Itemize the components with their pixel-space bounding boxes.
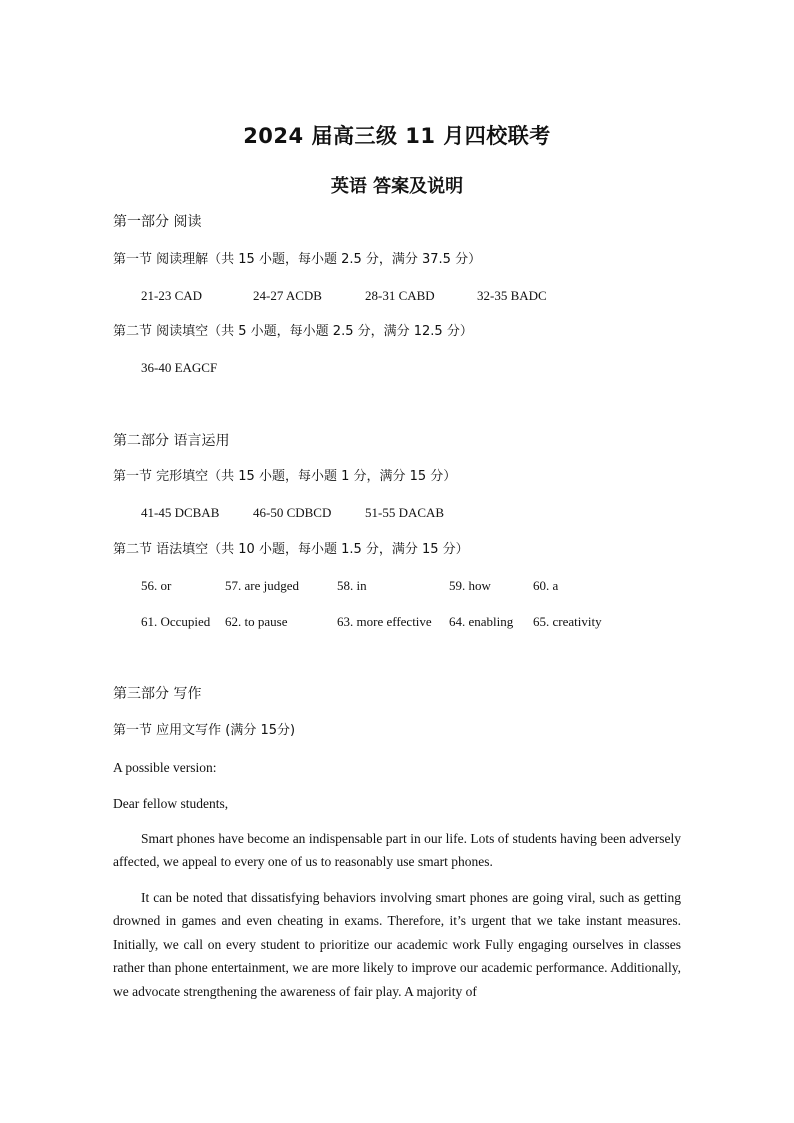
answer-60: 60. a — [533, 578, 559, 593]
answer-58: 58. in — [337, 578, 367, 593]
part1-sec1-heading: 第一节 阅读理解（共 15 小题，每小题 2.5 分，满分 37.5 分） — [113, 252, 482, 267]
part2-heading: 第二部分 语言运用 — [113, 433, 230, 449]
answer-51-55: 51-55 DACAB — [365, 505, 445, 520]
part3-sec1-heading: 第一节 应用文写作 (满分 15分) — [113, 723, 296, 738]
letter-paragraph-1: Smart phones have become an indispensable part in our life. Lots of students having been adversely affected, we appeal to every one of us to reasonably use smart phones. — [113, 831, 681, 870]
answer-61: 61. Occupied — [141, 614, 211, 629]
answer-21-23: 21-23 CAD — [141, 288, 203, 303]
possible-version-label: A possible version: — [113, 760, 217, 775]
answer-28-31: 28-31 CABD — [365, 288, 435, 303]
letter-paragraph-2: It can be noted that dissatisfying behaviors involving smart phones are going viral, such as getting drowned in games and even cheating in exams. Therefore, it’s urgent that we take instant measures. Initially, we call on every student to prioritize our academic work Fully engaging ourselves in classes rather than phone entertainment, we are more likely to improve our academic performance. Additionally, we advocate strengthening the awareness of fair play. A majority of — [113, 890, 681, 999]
answer-63: 63. more effective — [337, 614, 432, 629]
answer-56: 56. or — [141, 578, 172, 593]
answer-57: 57. are judged — [225, 578, 300, 593]
answer-62: 62. to pause — [225, 614, 288, 629]
answer-41-45: 41-45 DCBAB — [141, 505, 220, 520]
answer-46-50: 46-50 CDBCD — [253, 505, 332, 520]
part1-heading: 第一部分 阅读 — [113, 214, 202, 230]
part3-heading: 第三部分 写作 — [113, 686, 202, 702]
part1-sec2-heading: 第二节 阅读填空（共 5 小题，每小题 2.5 分，满分 12.5 分） — [113, 324, 473, 339]
document-subtitle: 英语 答案及说明 — [330, 176, 464, 197]
answer-64: 64. enabling — [449, 614, 514, 629]
part2-sec2-heading: 第二节 语法填空（共 10 小题，每小题 1.5 分，满分 15 分） — [113, 542, 469, 557]
part2-sec1-heading: 第一节 完形填空（共 15 小题，每小题 1 分，满分 15 分） — [113, 469, 457, 484]
answer-24-27: 24-27 ACDB — [253, 288, 322, 303]
document-title: 2024 届高三级 11 月四校联考 — [243, 124, 551, 148]
answer-65: 65. creativity — [533, 614, 602, 629]
letter-greeting: Dear fellow students, — [113, 796, 229, 811]
answer-59: 59. how — [449, 578, 491, 593]
answer-32-35: 32-35 BADC — [477, 288, 547, 303]
answer-36-40: 36-40 EAGCF — [141, 360, 218, 375]
